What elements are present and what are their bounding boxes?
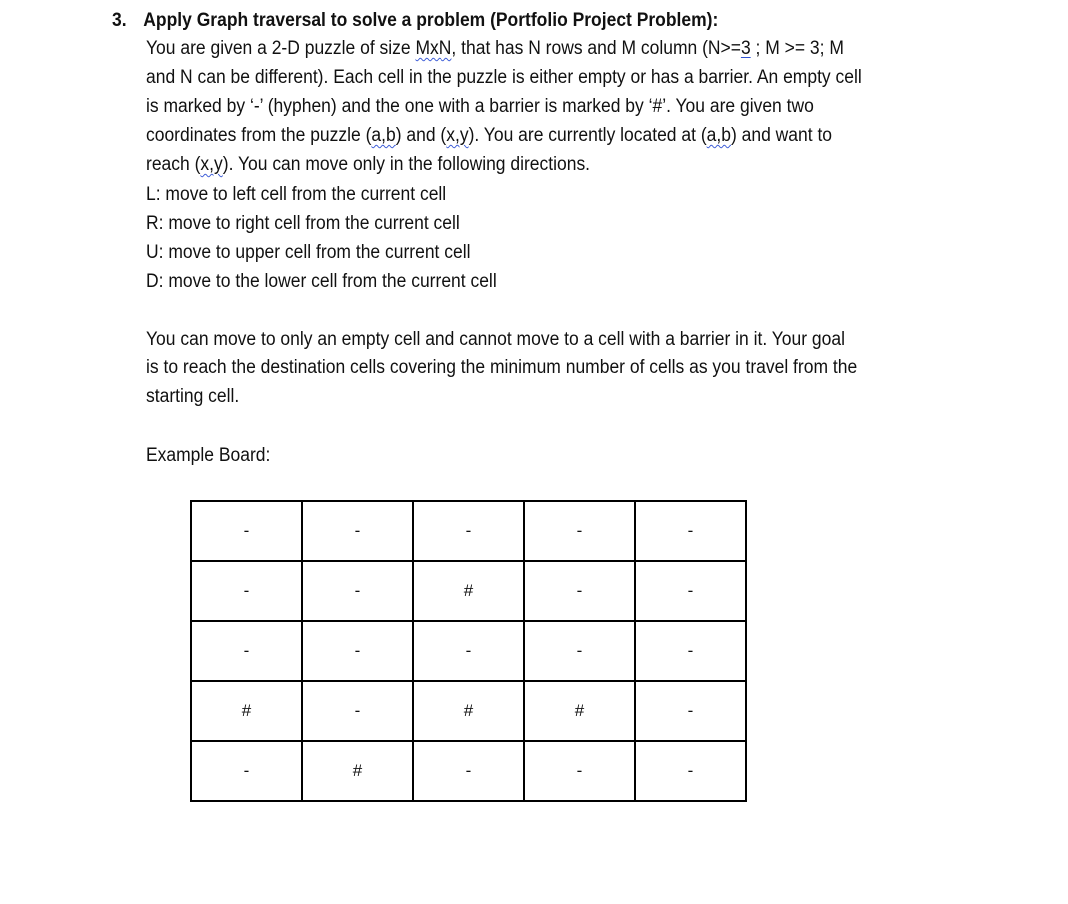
board-cell: - — [413, 741, 524, 801]
text-span: ) and ( — [395, 125, 447, 146]
paragraph2-line3: starting cell. — [146, 386, 240, 407]
board-cell: - — [302, 561, 413, 621]
board-cell: - — [191, 561, 302, 621]
text-span: ; M >= 3; M — [750, 38, 844, 59]
board-cell: - — [524, 561, 635, 621]
board-cell: - — [524, 741, 635, 801]
text-span: ) and want to — [730, 125, 833, 146]
board-cell: # — [524, 681, 635, 741]
board-row — [191, 681, 746, 741]
board-cell: # — [191, 681, 302, 741]
board-cell: - — [302, 621, 413, 681]
board-cell: # — [413, 561, 524, 621]
board-row — [191, 621, 746, 681]
board-cell: - — [413, 621, 524, 681]
board-cell: - — [635, 501, 746, 561]
board-cell: - — [524, 501, 635, 561]
text-span: You are given a 2-D puzzle of size — [146, 38, 416, 59]
problem-heading — [112, 10, 718, 32]
paragraph1-line3: is marked by ‘-’ (hyphen) and the one with a barrier is marked by ‘#’. You are given two — [146, 96, 814, 117]
board-row — [191, 741, 746, 801]
board-cell: - — [191, 621, 302, 681]
example-board-label: Example Board: — [146, 445, 271, 466]
paragraph1-line4 — [146, 125, 832, 147]
board-cell: - — [635, 741, 746, 801]
paragraph1-line2: and N can be different). Each cell in the puzzle is either empty or has a barrier. An empty cell — [146, 67, 862, 88]
text-span: coordinates from the puzzle ( — [146, 125, 372, 146]
text-span: ). You can move only in the following directions. — [222, 154, 591, 175]
paragraph2-line2: is to reach the destination cells covering the minimum number of cells as you travel from the — [146, 357, 858, 378]
text-span: , that has N rows and M column (N>= — [451, 38, 741, 59]
paragraph1-line5 — [146, 154, 590, 176]
move-down: D: move to the lower cell from the current cell — [146, 271, 497, 292]
text-span: 3 — [740, 38, 751, 59]
text-span: x,y — [200, 154, 223, 175]
board-cell: - — [635, 681, 746, 741]
move-up: U: move to upper cell from the current cell — [146, 242, 471, 263]
move-left: L: move to left cell from the current cell — [146, 184, 447, 205]
paragraph1-line1 — [146, 38, 844, 60]
board-row — [191, 501, 746, 561]
board-cell: # — [302, 741, 413, 801]
example-board — [190, 500, 747, 802]
text-span: x,y — [446, 125, 469, 146]
board-cell: - — [524, 621, 635, 681]
board-cell: - — [191, 741, 302, 801]
text-span: a,b — [371, 125, 396, 146]
move-right: R: move to right cell from the current cell — [146, 213, 460, 234]
paragraph2-line1: You can move to only an empty cell and cannot move to a cell with a barrier in it. Your goal — [146, 329, 845, 350]
text-span: ). You are currently located at ( — [468, 125, 707, 146]
board-cell: - — [302, 681, 413, 741]
board-cell: - — [191, 501, 302, 561]
problem-number: 3. — [112, 10, 127, 31]
board-cell: - — [635, 621, 746, 681]
text-span: MxN — [415, 38, 452, 59]
board-cell: # — [413, 681, 524, 741]
board-row — [191, 561, 746, 621]
text-span: a,b — [706, 125, 731, 146]
board-cell: - — [302, 501, 413, 561]
problem-title: Apply Graph traversal to solve a problem (Portfolio Project Problem): — [143, 10, 719, 31]
board-cell: - — [413, 501, 524, 561]
board-cell: - — [635, 561, 746, 621]
text-span: reach ( — [146, 154, 201, 175]
